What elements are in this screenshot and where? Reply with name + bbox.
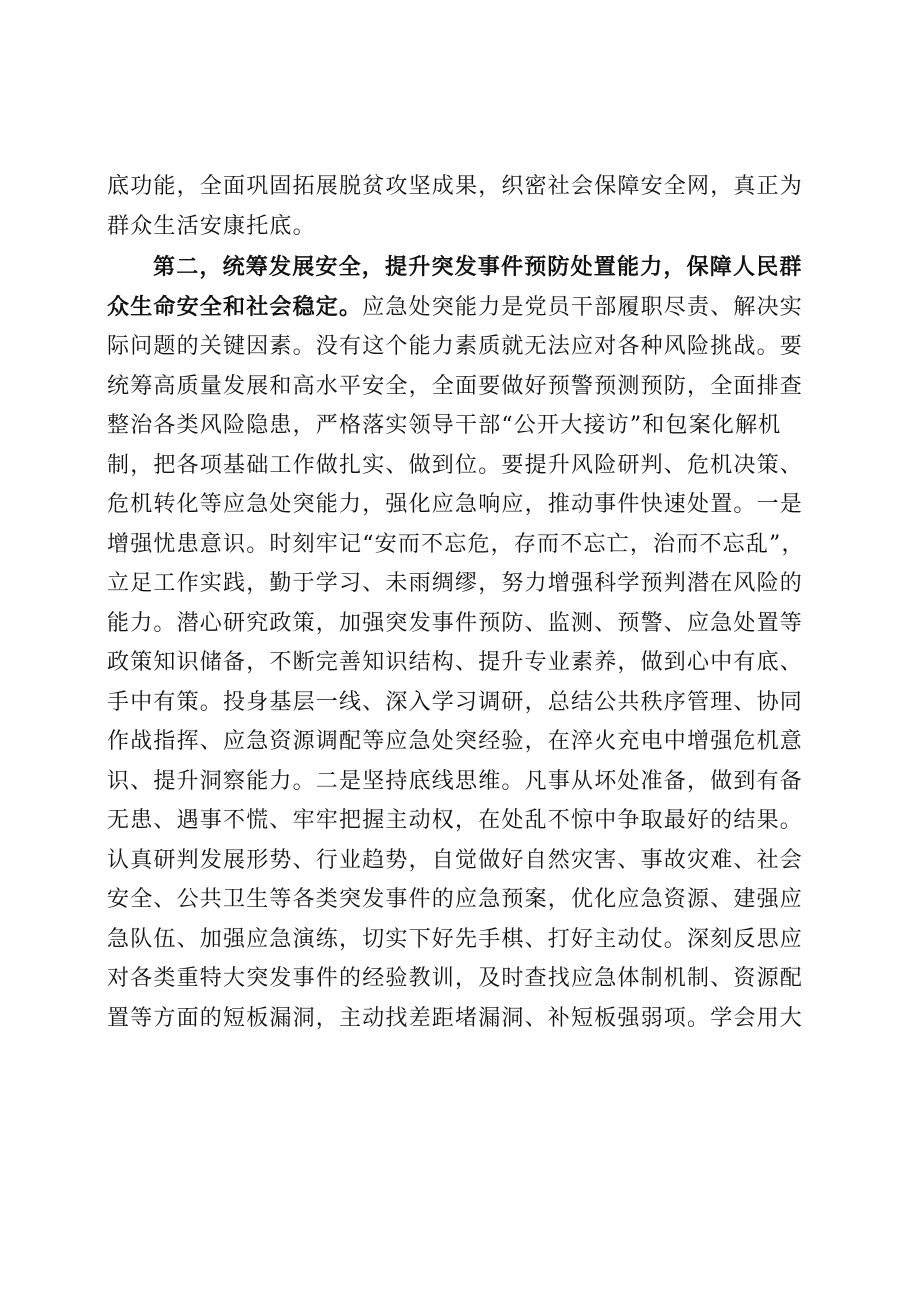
text-line: 对各类重特大突发事件的经验教训，及时查找应急体制机制、资源配 xyxy=(107,966,804,991)
text-line: 急队伍、加强应急演练，切实下好先手棋、打好主动仗。深刻反思应 xyxy=(107,926,804,952)
text-line: 统筹高质量发展和高水平安全，全面要做好预警预测预防，全面排查 xyxy=(107,373,804,399)
section-heading-line xyxy=(107,248,827,288)
text-line: 能力。潜心研究政策，加强突发事件预防、监测、预警、应急处置等 xyxy=(107,610,804,636)
text-line: 识、提升洞察能力。二是坚持底线思维。凡事从坏处准备，做到有备 xyxy=(107,768,804,794)
section-two-paragraph xyxy=(107,248,827,1038)
text-line: 群众生活安康托底。 xyxy=(107,213,316,239)
body-text: 应急处突能力是党员干部履职尽责、解决实 xyxy=(362,294,804,320)
text-line: 危机转化等应急处突能力，强化应急响应，推动事件快速处置。一是 xyxy=(107,492,804,517)
text-line: 整治各类风险隐患，严格落实领导干部“公开大接访”和包案化解机 xyxy=(107,413,782,438)
section-heading-text: 第二，统筹发展安全，提升突发事件预防处置能力，保障人民群 xyxy=(153,254,803,280)
text-line: 政策知识储备，不断完善知识结构、提升专业素养，做到心中有底、 xyxy=(107,650,804,675)
text-line: 底功能，全面巩固拓展脱贫攻坚成果，织密社会保障安全网，真正为 xyxy=(107,174,804,199)
text-line: 作战指挥、应急资源调配等应急处突经验，在淬火充电中增强危机意 xyxy=(107,729,804,754)
text-line: 手中有策。投身基层一线、深入学习调研，总结公共秩序管理、协同 xyxy=(107,689,804,715)
text-line: 立足工作实践，勤于学习、未雨绸缪，努力增强科学预判潜在风险的 xyxy=(107,571,804,596)
text-line: 认真研判发展形势、行业趋势，自觉做好自然灾害、事故灾难、社会 xyxy=(107,847,804,873)
text-line: 制，把各项基础工作做扎实、做到位。要提升风险研判、危机决策、 xyxy=(107,452,804,478)
paragraph-continuation xyxy=(107,167,827,246)
text-line xyxy=(107,288,827,328)
text-line: 安全、公共卫生等各类突发事件的应急预案，优化应急资源、建强应 xyxy=(107,887,804,912)
text-line: 无患、遇事不慌、牢牢把握主动权，在处乱不惊中争取最好的结果。 xyxy=(107,808,804,833)
text-line: 际问题的关键因素。没有这个能力素质就无法应对各种风险挑战。要 xyxy=(107,334,804,359)
section-heading-text: 众生命安全和社会稳定。 xyxy=(107,293,363,320)
text-line: 增强忧患意识。时刻牢记“安而不忘危，存而不忘亡，治而不忘乱”， xyxy=(107,531,805,557)
text-line: 置等方面的短板漏洞，主动找差距堵漏洞、补短板强弱项。学会用大 xyxy=(107,1005,804,1031)
